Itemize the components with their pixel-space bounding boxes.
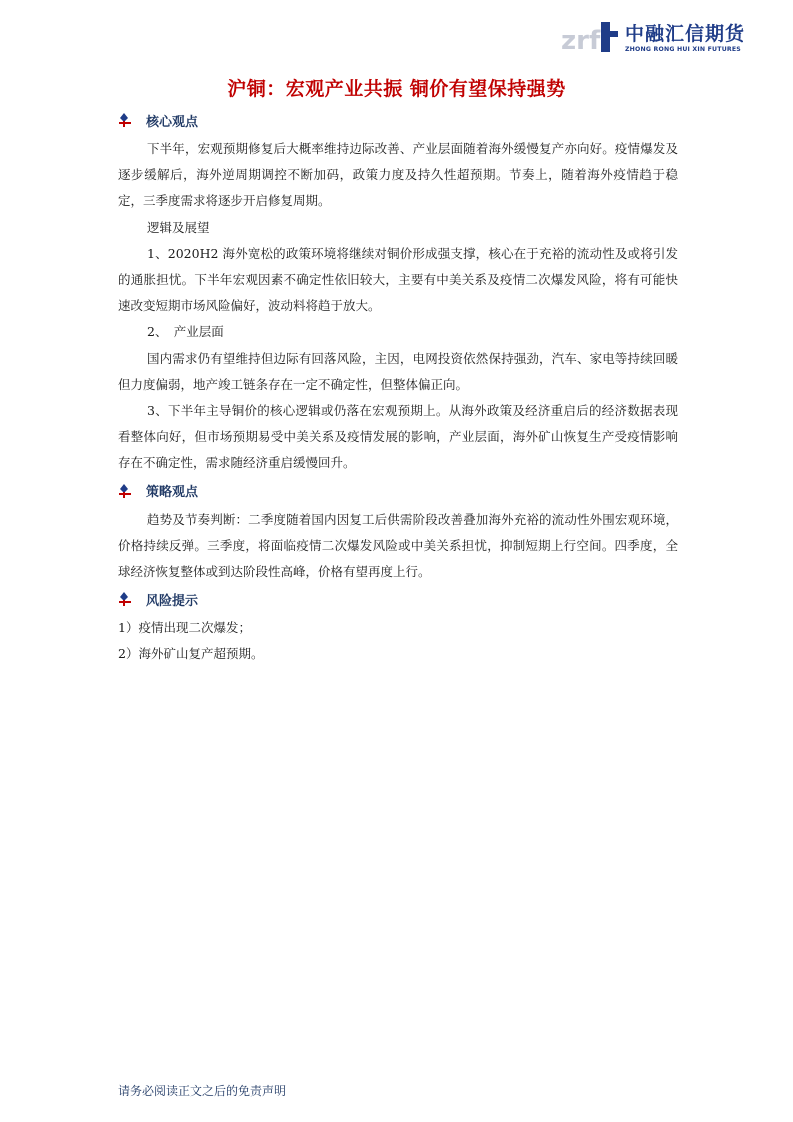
section-heading-label: 核心观点	[146, 114, 199, 130]
page-title: 沪铜：宏观产业共振 铜价有望保持强势	[227, 78, 566, 100]
risk-item-1: 1）疫情出现二次爆发；	[118, 620, 251, 636]
section-heading-label: 风险提示	[146, 593, 199, 609]
disclaimer-note: 请务必阅读正文之后的免责声明	[118, 1084, 287, 1098]
section-heading-core	[118, 110, 678, 130]
core-paragraph-2: 1、2020H2 海外宽松的政策环境将继续对铜价形成强支撑，核心在于充裕的流动性及或将引发的通胀担忧。下半年宏观因素不确定性依旧较大，主要有中美关系及疫情二次爆发风险，将有可能快速改变短期市场风险偏好，波动料将趋于放大。	[118, 245, 678, 314]
logo-mark-text: zrf	[560, 26, 601, 56]
section-heading-label: 策略观点	[146, 485, 199, 501]
arrow-bullet-icon	[118, 484, 132, 498]
arrow-bullet-icon	[118, 113, 132, 127]
zrf-logo-icon	[561, 18, 619, 58]
arrow-bullet-icon	[118, 592, 132, 606]
logo-chinese-name: 中融汇信期货	[624, 22, 745, 45]
core-paragraph-4: 3、下半年主导铜价的核心逻辑或仍落在宏观预期上。从海外政策及经济重启后的经济数据表现看整体向好，但市场预期易受中美关系及疫情发展的影响，产业层面，海外矿山恢复生产受疫情影响存在不确定性，需求随经济重启缓慢回升。	[118, 403, 678, 471]
logo-english-name: ZHONG RONG HUI XIN FUTURES	[624, 45, 741, 53]
section-heading-risk	[118, 589, 678, 609]
core-paragraph-1: 下半年，宏观预期修复后大概率维持边际改善、产业层面随着海外缓慢复产亦向好。疫情爆发及逐步缓解后，海外逆周期调控不断加码，政策力度及持久性超预期。节奏上，随着海外疫情趋于稳定，三季度需求将逐步开启修复周期。	[118, 141, 678, 209]
core-subheading-industry: 2、 产业层面	[147, 324, 224, 340]
risk-item-2: 2）海外矿山复产超预期。	[118, 646, 264, 662]
report-body	[118, 110, 678, 668]
strategy-paragraph: 趋势及节奏判断：二季度随着国内因复工后供需阶段改善叠加海外充裕的流动性外围宏观环境，价格持续反弹。三季度，将面临疫情二次爆发风险或中美关系担忧，抑制短期上行空间。四季度，全球经济恢复整体或到达阶段性高峰，价格有望再度上行。	[118, 511, 678, 580]
core-subheading-logic: 逻辑及展望	[147, 219, 210, 235]
core-paragraph-3: 国内需求仍有望维持但边际有回落风险，主因，电网投资依然保持强劲，汽车、家电等持续回暖但力度偏弱，地产竣工链条存在一定不确定性，但整体偏正向。	[118, 350, 678, 392]
company-logo	[561, 18, 745, 58]
section-heading-strategy	[118, 481, 678, 501]
